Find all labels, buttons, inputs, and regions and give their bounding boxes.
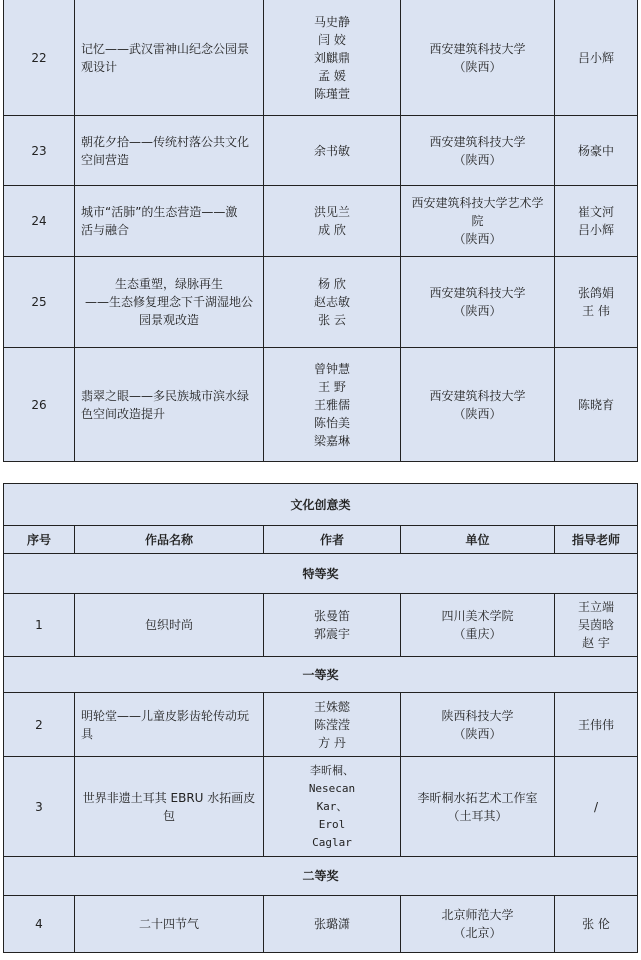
work-title: 记忆——武汉雷神山纪念公园景 观设计 [75,0,264,116]
unit: 北京师范大学 （北京） [401,896,555,953]
awards-table-continued [3,0,638,462]
work-title: 明轮堂——儿童皮影齿轮传动玩 具 [75,693,264,757]
authors: 杨 欣 赵志敏 张 云 [264,257,401,348]
row-number: 4 [4,896,75,953]
row-number: 24 [4,186,75,257]
header-unit: 单位 [401,526,555,554]
teachers: 张鸽娟 王 伟 [555,257,638,348]
work-title: 世界非遗土耳其 EBRU 水拓画皮 包 [75,757,264,857]
table-row [4,896,638,953]
table-row [4,116,638,186]
row-number: 2 [4,693,75,757]
section-special-prize: 特等奖 [4,554,638,594]
row-number: 1 [4,594,75,657]
authors: 李昕桐、 Nesecan Kar、 Erol Caglar [264,757,401,857]
work-title: 城市“活肺”的生态营造——激 活与融合 [75,186,264,257]
table-row [4,693,638,757]
unit: 西安建筑科技大学艺术学 院 （陕西） [401,186,555,257]
row-number: 22 [4,0,75,116]
table-row [4,594,638,657]
row-number: 3 [4,757,75,857]
authors: 余书敏 [264,116,401,186]
teachers: 王伟伟 [555,693,638,757]
teachers: 杨豪中 [555,116,638,186]
unit: 四川美术学院 （重庆） [401,594,555,657]
teachers: 陈晓育 [555,348,638,462]
header-author: 作者 [264,526,401,554]
unit: 西安建筑科技大学 （陕西） [401,0,555,116]
work-title: 朝花夕拾——传统村落公共文化 空间营造 [75,116,264,186]
work-title: 包织时尚 [75,594,264,657]
cultural-creative-awards-table [3,483,638,953]
row-number: 23 [4,116,75,186]
table-row [4,257,638,348]
authors: 马史静 闫 姣 刘麒鼎 孟 媛 陈瑾萱 [264,0,401,116]
authors: 王姝懿 陈滢滢 方 丹 [264,693,401,757]
table-row [4,757,638,857]
header-row [4,526,638,554]
unit: 李昕桐水拓艺术工作室 （土耳其） [401,757,555,857]
work-title: 二十四节气 [75,896,264,953]
table-row [4,348,638,462]
row-number: 25 [4,257,75,348]
header-title: 作品名称 [75,526,264,554]
unit: 西安建筑科技大学 （陕西） [401,116,555,186]
work-title: 生态重塑，绿脉再生 ——生态修复理念下千湖湿地公 园景观改造 [75,257,264,348]
teachers: 崔文河 吕小辉 [555,186,638,257]
authors: 洪见兰 成 欣 [264,186,401,257]
row-number: 26 [4,348,75,462]
section-second-prize: 二等奖 [4,857,638,896]
unit: 陕西科技大学 （陕西） [401,693,555,757]
authors: 张曼笛 郭震宇 [264,594,401,657]
teachers: 吕小辉 [555,0,638,116]
unit: 西安建筑科技大学 （陕西） [401,348,555,462]
work-title: 翡翠之眼——多民族城市滨水绿 色空间改造提升 [75,348,264,462]
authors: 张璐潇 [264,896,401,953]
header-no: 序号 [4,526,75,554]
unit: 西安建筑科技大学 （陕西） [401,257,555,348]
teachers: 张 伦 [555,896,638,953]
category-title: 文化创意类 [4,484,638,526]
table-row [4,0,638,116]
section-first-prize: 一等奖 [4,657,638,693]
table-row [4,186,638,257]
teachers: 王立端 吴茵晗 赵 宇 [555,594,638,657]
header-teacher: 指导老师 [555,526,638,554]
teachers: / [555,757,638,857]
authors: 曾钟慧 王 野 王雅儒 陈怡美 梁嘉琳 [264,348,401,462]
